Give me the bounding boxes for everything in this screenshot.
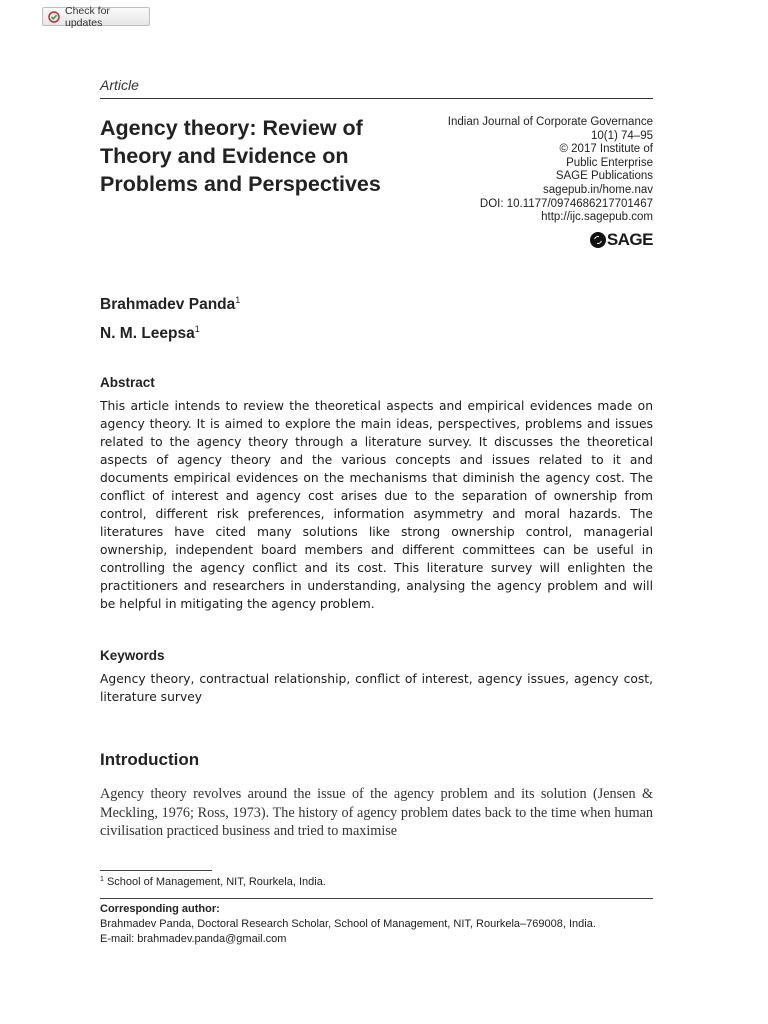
footnote-rule [100, 870, 212, 871]
footnote [100, 876, 326, 888]
abstract-heading: Abstract [100, 375, 155, 390]
journal-copyright: © 2017 Institute of [559, 143, 653, 156]
affiliation-marker: 1 [194, 324, 200, 334]
author-name: N. M. Leepsa [100, 325, 195, 342]
article-type-label: Article [100, 77, 139, 93]
journal-doi[interactable]: DOI: 10.1177/0974686217701467 [479, 197, 653, 210]
article-title: Agency theory: Review of Theory and Evidence on Problems and Perspectives [100, 116, 381, 196]
affiliation-marker: 1 [235, 295, 241, 305]
corresponding-rule [100, 898, 653, 899]
sage-logo-icon [590, 232, 606, 248]
sage-logo-text: SAGE [606, 230, 653, 249]
corresponding-heading: Corresponding author: [100, 903, 220, 915]
corresponding-email[interactable]: E-mail: brahmadev.panda@gmail.com [100, 933, 287, 945]
journal-info [448, 116, 653, 225]
author-list [100, 288, 240, 346]
introduction-text: Agency theory revolves around the issue of the agency problem and its solution (Jensen & Meckling, 1976; Ross, 1973). The history of agency problem dates back to the time when human civilisation practiced business and tried to maximise [100, 786, 653, 839]
author-name: Brahmadev Panda [100, 296, 236, 313]
check-updates-icon [48, 11, 60, 23]
keywords-heading: Keywords [100, 648, 165, 663]
corresponding-details: Brahmadev Panda, Doctoral Research Scholar, School of Management, NIT, Rourkela–769008, India. [100, 918, 596, 930]
journal-volume: 10(1) 74–95 [590, 129, 653, 142]
journal-copyright-holder: Public Enterprise [566, 156, 653, 169]
check-for-updates-button[interactable] [42, 4, 150, 29]
sage-logo [590, 230, 653, 250]
journal-publisher-url[interactable]: sagepub.in/home.nav [543, 183, 653, 196]
header-rule [100, 98, 653, 99]
journal-name: Indian Journal of Corporate Governance [447, 116, 653, 128]
check-for-updates-label: Check for updates [65, 4, 110, 29]
corresponding-author [100, 902, 596, 947]
journal-url[interactable]: http://ijc.sagepub.com [541, 211, 653, 224]
author-1 [100, 288, 240, 317]
keywords-text: Agency theory, contractual relationship, conflict of interest, agency issues, agency cost, literature survey [100, 672, 653, 704]
author-2 [100, 317, 240, 346]
abstract-text: This article intends to review the theoretical aspects and empirical evidences made on agency theory. It is aimed to explore the main ideas, perspectives, problems and issues related to the agency theory through a literature survey. It discusses the theoretical aspects of agency theory and the various concepts and issues related to it and documents empirical evidences on the mechanisms that diminish the agency cost. The conflict of interest and agency cost arises due to the separation of ownership from control, different risk preferences, information asymmetry and moral hazards. The literatures have cited many solutions like strong ownership control, managerial ownership, independent board members and different committees can be useful in controlling the agency conflict and its cost. This literature survey will enlighten the practitioners and researchers in understanding, analysing the agency problem and will be helpful in mitigating the agency problem. [100, 399, 653, 611]
journal-publisher: SAGE Publications [555, 170, 653, 183]
footnote-marker: 1 [100, 876, 104, 883]
footnote-text: School of Management, NIT, Rourkela, India. [106, 876, 326, 888]
introduction-heading: Introduction [100, 750, 200, 769]
